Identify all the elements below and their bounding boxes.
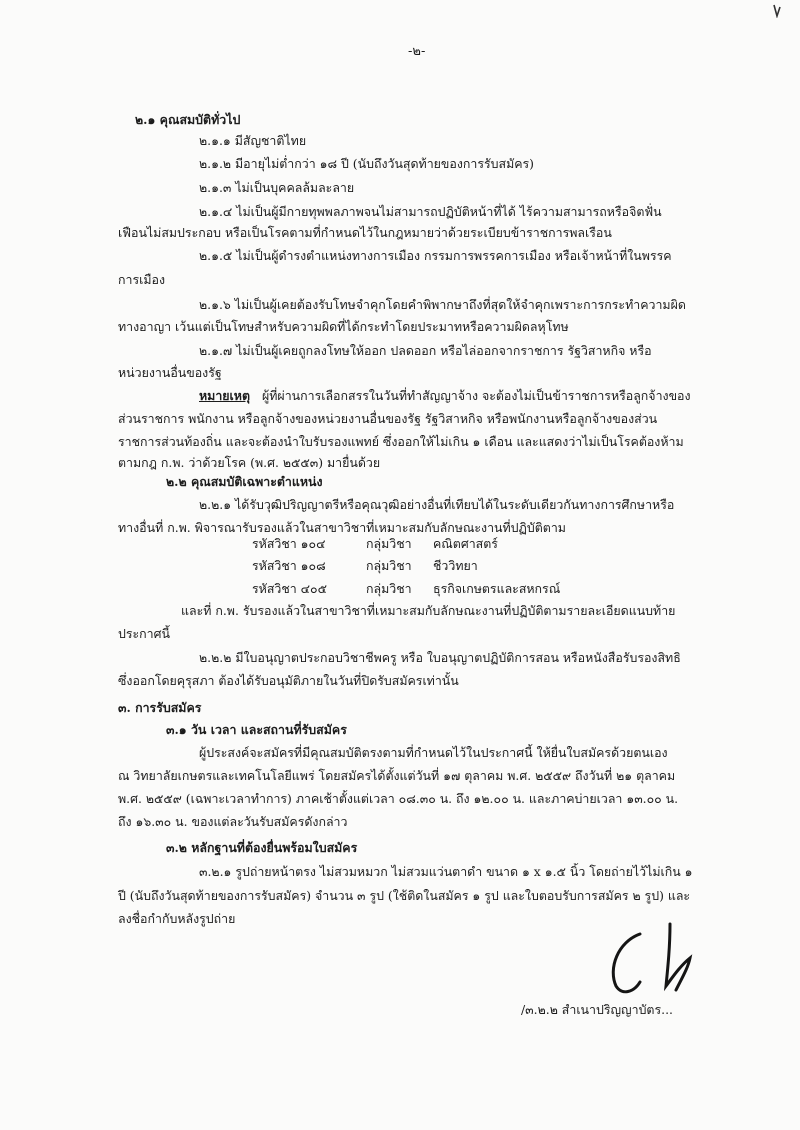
item-2-1-7-cont: หน่วยงานอื่นของรัฐ — [118, 365, 222, 380]
subject-group-3: กลุ่มวิชา — [366, 581, 412, 596]
subject-name-2: ชีววิทยา — [433, 558, 478, 573]
item-2-1-6-cont: ทางอาญา เว้นแต่เป็นโทษสำหรับความผิดที่ได้กระทำโดยประมาทหรือความผิดลหุโทษ — [118, 319, 569, 334]
subject-name-3: ธุรกิจเกษตรและสหกรณ์ — [433, 581, 561, 596]
item-2-1-7: ๒.๑.๗ ไม่เป็นผู้เคยถูกลงโทษให้ออก ปลดออก หรือไล่ออกจากราชการ รัฐวิสาหกิจ หรือ — [199, 343, 652, 358]
note-line-4: ตามกฎ ก.พ. ว่าด้วยโรค (พ.ศ. ๒๕๕๓) มายื่นด้วย — [118, 455, 381, 470]
section-3-1-line-3: พ.ศ. ๒๕๕๙ (เฉพาะเวลาทำการ) ภาคเช้าตั้งแต่เวลา ๐๘.๓๐ น. ถึง ๑๒.๐๐ น. และภาคบ่ายเวลา ๑๓.๐๐ น. — [118, 791, 679, 806]
subject-code-3: รหัสวิชา ๔๐๕ — [252, 581, 327, 596]
item-2-1-4-cont: เฟือนไม่สมประกอบ หรือเป็นโรคตามที่กำหนดไว้ในกฎหมายว่าด้วยระเบียบข้าราชการพลเรือน — [118, 225, 612, 240]
section-3-1-line-4: ถึง ๑๖.๓๐ น. ของแต่ละวันรับสมัครดังกล่าว — [118, 814, 348, 829]
section-3-2-heading: ๓.๒ หลักฐานที่ต้องยื่นพร้อมใบสมัคร — [166, 840, 358, 855]
item-2-1-2: ๒.๑.๒ มีอายุไม่ต่ำกว่า ๑๘ ปี (นับถึงวันสุดท้ายของการรับสมัคร) — [199, 156, 535, 171]
section-3-heading: ๓. การรับสมัคร — [118, 700, 202, 715]
section-2-2-heading: ๒.๒ คุณสมบัติเฉพาะตำแหน่ง — [166, 474, 323, 489]
item-2-1-5: ๒.๑.๕ ไม่เป็นผู้ดำรงตำแหน่งทางการเมือง กรรมการพรรคการเมือง หรือเจ้าหน้าที่ในพรรค — [199, 248, 672, 263]
kp-approved-cont: ประกาศนี้ — [118, 626, 170, 641]
item-2-2-1: ๒.๒.๑ ได้รับวุฒิปริญญาตรีหรือคุณวุฒิอย่างอื่นที่เทียบได้ในระดับเดียวกันทางการศึกษาหรือ — [199, 497, 675, 512]
item-2-2-2-cont: ซึ่งออกโดยคุรุสภา ต้องได้รับอนุมัติภายในวันที่ปิดรับสมัครเท่านั้น — [118, 673, 459, 688]
section-2-1-heading: ๒.๑ คุณสมบัติทั่วไป — [135, 112, 241, 127]
section-3-1-line-2: ณ วิทยาลัยเกษตรและเทคโนโลยีแพร่ โดยสมัครได้ตั้งแต่วันที่ ๑๗ ตุลาคม พ.ศ. ๒๕๕๙ ถึงวันที่ ๒๑ ตุลาคม — [118, 768, 676, 783]
page-number: -๒- — [408, 44, 426, 59]
note-line-3: ราชการส่วนท้องถิ่น และจะต้องนำใบรับรองแพทย์ ซึ่งออกให้ไม่เกิน ๑ เดือน และแสดงว่าไม่เป็นโรคต้องห้าม — [118, 434, 684, 449]
subject-code-2: รหัสวิชา ๑๐๘ — [252, 558, 326, 573]
item-3-2-1-cont-2: ลงชื่อกำกับหลังรูปถ่าย — [118, 911, 236, 926]
kp-approved-line: และที่ ก.พ. รับรองแล้วในสาขาวิชาที่เหมาะสมกับลักษณะงานที่ปฏิบัติตามรายละเอียดแนบท้าย — [181, 603, 676, 618]
section-3-1-line-1: ผู้ประสงค์จะสมัครที่มีคุณสมบัติตรงตามที่กำหนดไว้ในประกาศนี้ ให้ยื่นใบสมัครด้วยตนเอง — [199, 745, 668, 760]
handwritten-signature — [600, 920, 710, 1000]
note-label: หมายเหตุ — [199, 388, 251, 403]
item-2-2-2: ๒.๒.๒ มีใบอนุญาตประกอบวิชาชีพครู หรือ ใบอนุญาตปฏิบัติการสอน หรือหนังสือรับรองสิทธิ — [199, 650, 681, 665]
section-3-1-heading: ๓.๑ วัน เวลา และสถานที่รับสมัคร — [166, 722, 347, 737]
item-2-1-3: ๒.๑.๓ ไม่เป็นบุคคลล้มละลาย — [199, 180, 355, 195]
subject-group-2: กลุ่มวิชา — [366, 558, 412, 573]
note-line-1: ผู้ที่ผ่านการเลือกสรรในวันที่ทำสัญญาจ้าง จะต้องไม่เป็นข้าราชการหรือลูกจ้างของ — [262, 388, 691, 403]
item-3-2-1-cont-1: ปี (นับถึงวันสุดท้ายของการรับสมัคร) จำนวน ๓ รูป (ใช้ติดในสมัคร ๑ รูป และใบตอบรับการสมัคร ๒ รูป) และ — [118, 888, 691, 903]
item-2-1-1: ๒.๑.๑ มีสัญชาติไทย — [199, 133, 307, 148]
scan-mark-icon — [772, 4, 782, 18]
item-3-2-1: ๓.๒.๑ รูปถ่ายหน้าตรง ไม่สวมหมวก ไม่สวมแว่นตาดำ ขนาด ๑ x ๑.๕ นิ้ว โดยถ่ายไว้ไม่เกิน ๑ — [199, 864, 693, 879]
item-2-2-1-cont: ทางอื่นที่ ก.พ. พิจารณารับรองแล้วในสาขาวิชาที่เหมาะสมกับลักษณะงานที่ปฏิบัติตาม — [118, 520, 566, 535]
item-2-1-5-cont: การเมือง — [118, 272, 166, 287]
subject-name-1: คณิตศาสตร์ — [433, 536, 498, 551]
subject-group-1: กลุ่มวิชา — [366, 536, 412, 551]
item-2-1-4: ๒.๑.๔ ไม่เป็นผู้มีกายทุพพลภาพจนไม่สามารถปฏิบัติหน้าที่ได้ ไร้ความสามารถหรือจิตฟั่น — [199, 204, 662, 219]
subject-code-1: รหัสวิชา ๑๐๔ — [252, 536, 326, 551]
item-2-1-6: ๒.๑.๖ ไม่เป็นผู้เคยต้องรับโทษจำคุกโดยคำพิพากษาถึงที่สุดให้จำคุกเพราะการกระทำความผิด — [199, 297, 686, 312]
note-line-2: ส่วนราชการ พนักงาน หรือลูกจ้างของหน่วยงานอื่นของรัฐ รัฐวิสาหกิจ หรือพนักงานหรือลูกจ้างของส่วน — [118, 411, 658, 426]
continuation-text: /๓.๒.๒ สำเนาปริญญาบัตร... — [521, 1002, 673, 1017]
